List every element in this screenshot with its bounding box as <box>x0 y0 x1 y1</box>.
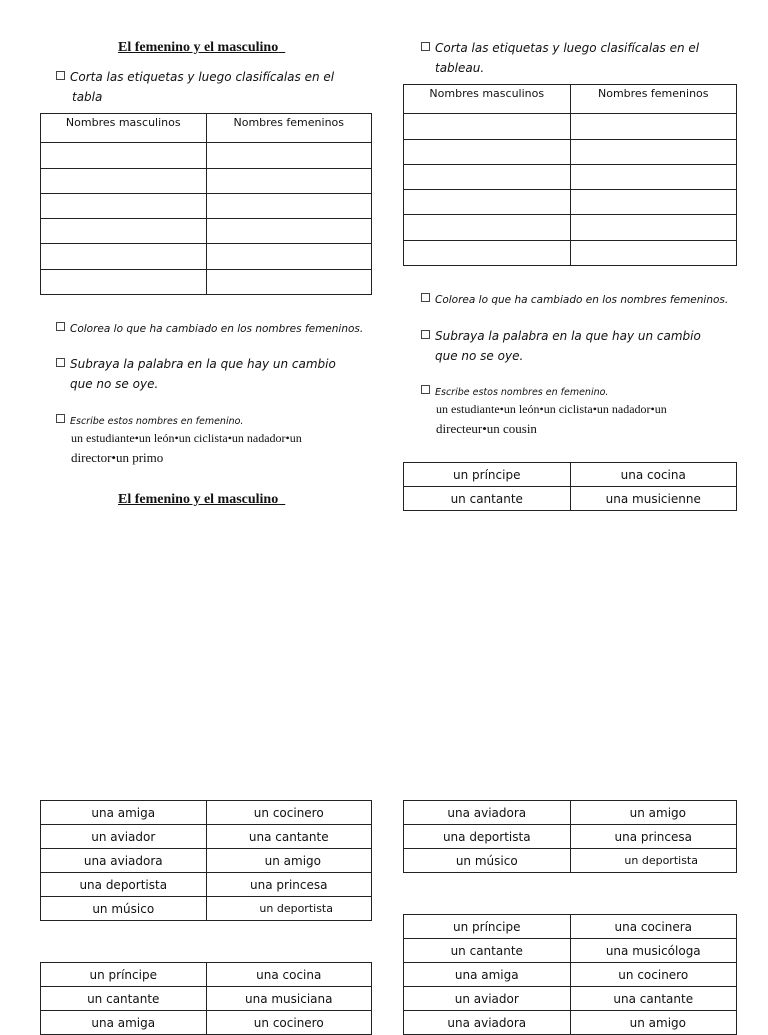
label-cell: una musiciana <box>206 987 372 1011</box>
empty-cell <box>570 241 737 266</box>
checkbox-icon <box>56 71 65 80</box>
empty-cell <box>41 143 207 169</box>
checkbox-icon <box>421 330 430 339</box>
empty-cell <box>41 219 207 244</box>
word-list-line2-left: director•un primo <box>71 450 164 465</box>
empty-cell <box>404 140 571 165</box>
instruction-cut-left: Corta las etiquetas y luego clasifícalas en el tabla <box>56 67 334 107</box>
label-cell: una deportista <box>404 825 571 849</box>
empty-cell <box>41 244 207 270</box>
label-cell: una aviadora <box>41 849 207 873</box>
label-table-right-top <box>403 462 737 511</box>
label-cell: un cantante <box>404 487 571 511</box>
label-table-left-bottom <box>40 962 372 1035</box>
empty-cell <box>404 190 571 215</box>
empty-cell <box>41 194 207 219</box>
empty-cell <box>206 244 372 270</box>
classification-table-left <box>40 113 372 295</box>
label-cell: una cocina <box>570 463 737 487</box>
instruction-cut-right: Corta las etiquetas y luego clasifícalas en el tableau. <box>421 38 699 78</box>
checkbox-icon <box>421 42 430 51</box>
label-cell: un aviador <box>404 987 571 1011</box>
label-cell: un príncipe <box>41 963 207 987</box>
empty-cell <box>206 270 372 295</box>
classification-table-right <box>403 84 737 266</box>
instruction-underline-left: Subraya la palabra en la que hay un cambio que no se oye. <box>56 354 336 394</box>
empty-cell <box>206 194 372 219</box>
label-cell: una cantante <box>570 987 737 1011</box>
header-masculinos: Nombres masculinos <box>404 85 571 114</box>
word-list-line1-left: un estudiante•un león•un ciclista•un nadador•un <box>71 431 302 445</box>
checkbox-icon <box>421 385 430 394</box>
word-list-line1-right: un estudiante•un león•un ciclista•un nadador•un <box>436 402 667 416</box>
label-cell: una deportista <box>41 873 207 897</box>
empty-cell <box>404 165 571 190</box>
instruction-color-left: Colorea lo que ha cambiado en los nombres femeninos. <box>56 322 363 335</box>
label-cell: un amigo <box>570 1011 737 1035</box>
label-table-right-bottom <box>403 914 737 1035</box>
label-cell: un cantante <box>404 939 571 963</box>
label-cell: una musicóloga <box>570 939 737 963</box>
label-cell: un cocinero <box>206 801 372 825</box>
label-cell: una amiga <box>41 1011 207 1035</box>
empty-cell <box>404 215 571 241</box>
checkbox-icon <box>56 414 65 423</box>
label-cell: un deportista <box>206 897 372 921</box>
label-cell: un príncipe <box>404 463 571 487</box>
label-cell: una princesa <box>570 825 737 849</box>
checkbox-icon <box>56 322 65 331</box>
label-cell: una aviadora <box>404 1011 571 1035</box>
label-cell: un aviador <box>41 825 207 849</box>
label-cell: un cantante <box>41 987 207 1011</box>
label-cell: un músico <box>404 849 571 873</box>
label-cell: una aviadora <box>404 801 571 825</box>
label-cell: una princesa <box>206 873 372 897</box>
empty-cell <box>570 165 737 190</box>
label-cell: una musicienne <box>570 487 737 511</box>
worksheet-title-left: El femenino y el masculino <box>118 40 279 55</box>
instruction-write-right: Escribe estos nombres en femenino. <box>421 385 608 398</box>
label-cell: un cocinero <box>206 1011 372 1035</box>
header-femeninos: Nombres femeninos <box>206 114 372 143</box>
empty-cell <box>570 114 737 140</box>
empty-cell <box>206 143 372 169</box>
header-femeninos: Nombres femeninos <box>570 85 737 114</box>
empty-cell <box>41 270 207 295</box>
label-cell: una cocina <box>206 963 372 987</box>
label-cell: un músico <box>41 897 207 921</box>
header-masculinos: Nombres masculinos <box>41 114 207 143</box>
empty-cell <box>570 140 737 165</box>
label-cell: un cocinero <box>570 963 737 987</box>
label-table-left-mid <box>40 800 372 921</box>
label-cell: un amigo <box>206 849 372 873</box>
label-cell: una amiga <box>404 963 571 987</box>
label-cell: una amiga <box>41 801 207 825</box>
empty-cell <box>404 114 571 140</box>
instruction-color-right: Colorea lo que ha cambiado en los nombres femeninos. <box>421 293 728 306</box>
label-cell: una cantante <box>206 825 372 849</box>
word-list-line2-right: directeur•un cousin <box>436 421 537 436</box>
empty-cell <box>41 169 207 194</box>
empty-cell <box>206 219 372 244</box>
empty-cell <box>570 190 737 215</box>
label-table-right-mid <box>403 800 737 873</box>
label-cell: un amigo <box>570 801 737 825</box>
instruction-underline-right: Subraya la palabra en la que hay un cambio que no se oye. <box>421 326 701 366</box>
empty-cell <box>404 241 571 266</box>
empty-cell <box>570 215 737 241</box>
label-cell: un príncipe <box>404 915 571 939</box>
label-cell: un deportista <box>570 849 737 873</box>
checkbox-icon <box>421 293 430 302</box>
worksheet-title-left-2: El femenino y el masculino <box>118 492 279 507</box>
label-cell: una cocinera <box>570 915 737 939</box>
empty-cell <box>206 169 372 194</box>
instruction-write-left: Escribe estos nombres en femenino. <box>56 414 243 427</box>
checkbox-icon <box>56 358 65 367</box>
